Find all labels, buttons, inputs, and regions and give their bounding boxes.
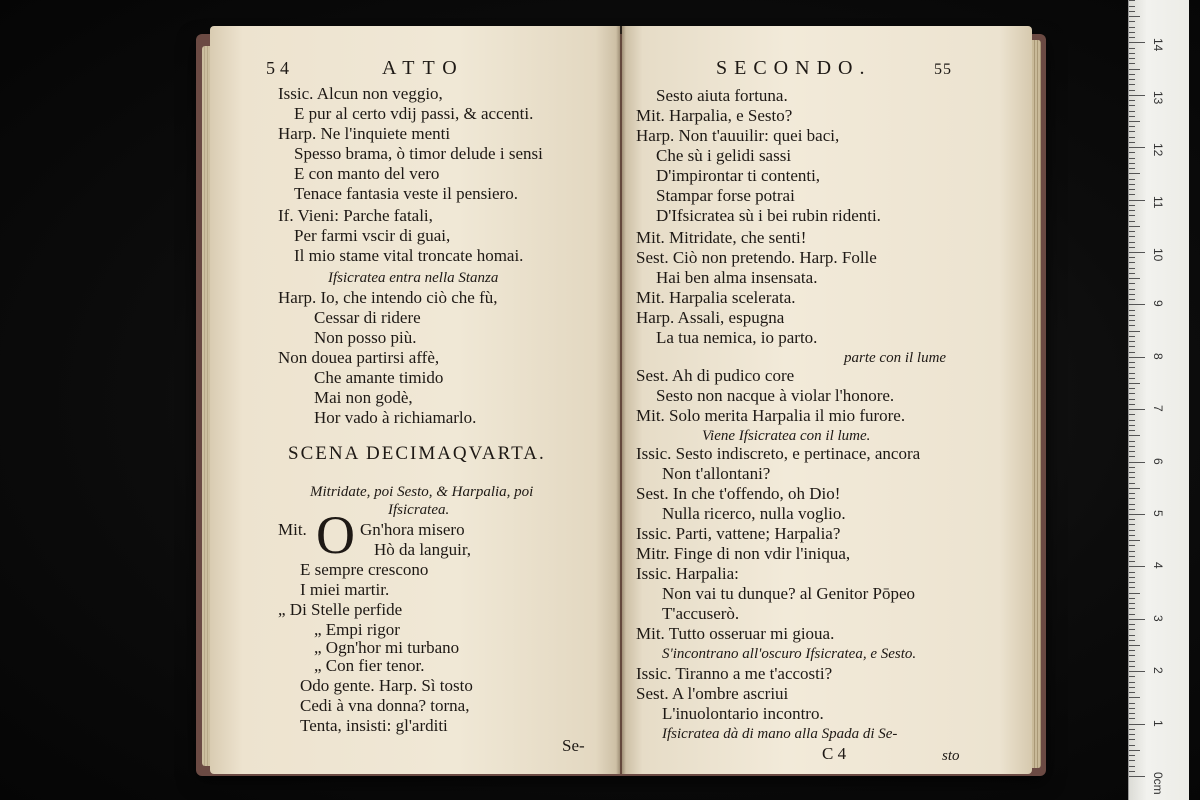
drop-cap: O <box>316 505 355 565</box>
text-line: I miei martir. <box>300 580 390 599</box>
text-line: Sest. Ah di pudico core <box>636 366 795 385</box>
ruler-tick <box>1129 498 1135 499</box>
ruler-tick <box>1129 676 1135 677</box>
ruler-tick <box>1129 16 1140 17</box>
ruler-tick <box>1129 158 1135 159</box>
text-line: D'Ifsicratea sù i bei rubin ridenti. <box>656 206 881 225</box>
ruler-tick <box>1129 545 1135 546</box>
ruler-tick <box>1129 566 1145 567</box>
ruler-tick <box>1129 687 1135 688</box>
ruler-label: 7 <box>1151 405 1165 412</box>
ruler-label: 6 <box>1151 457 1165 465</box>
scene-title: SCENA DECIMAQVARTA. <box>288 443 546 464</box>
ruler-tick <box>1129 278 1140 279</box>
text-line: Mit. Solo merita Harpalia il mio furore. <box>636 406 906 425</box>
ruler-tick <box>1129 0 1135 1</box>
ruler-tick <box>1129 530 1135 531</box>
scene-characters: Mitridate, poi Sesto, & Harpalia, poi <box>310 484 534 500</box>
text-line: Harp. Io, che intendo ciò che fù, <box>278 288 498 307</box>
ruler-tick <box>1129 53 1135 54</box>
text-line: „ Empi rigor <box>314 620 400 639</box>
catchword: Se- <box>562 736 585 755</box>
ruler-tick <box>1129 399 1135 400</box>
ruler-tick <box>1129 760 1135 761</box>
ruler-tick <box>1129 299 1135 300</box>
text-line: Hò da languir, <box>374 540 472 559</box>
ruler-tick <box>1129 729 1135 730</box>
ruler-tick <box>1129 268 1135 269</box>
ruler-label: 14 <box>1151 38 1165 52</box>
ruler-tick <box>1129 420 1135 421</box>
ruler-tick <box>1129 121 1140 122</box>
ruler-label: 1 <box>1151 719 1165 727</box>
ruler-tick <box>1129 430 1135 431</box>
text-line: Non posso più. <box>314 328 417 347</box>
ruler-tick <box>1129 414 1135 415</box>
ruler-tick <box>1129 724 1145 725</box>
ruler-tick <box>1129 682 1135 683</box>
ruler-tick <box>1129 640 1135 641</box>
text-line: Hai ben alma insensata. <box>656 268 818 287</box>
text-line: Issic. Harpalia: <box>636 564 739 583</box>
ruler-tick <box>1129 357 1145 358</box>
ruler-tick <box>1129 766 1135 767</box>
ruler-tick <box>1129 194 1135 195</box>
scene-characters: Ifsicratea. <box>388 502 450 518</box>
ruler-label: 4 <box>1151 562 1165 570</box>
ruler-tick <box>1129 221 1135 222</box>
text-line: Cessar di ridere <box>314 308 421 327</box>
ruler-tick <box>1129 257 1135 258</box>
ruler-tick <box>1129 624 1135 625</box>
ruler-tick <box>1129 236 1135 237</box>
ruler-tick <box>1129 708 1135 709</box>
text-line: Che sù i gelidi sassi <box>656 146 792 165</box>
ruler-tick <box>1129 336 1135 337</box>
text-line: Issic. Parti, vattene; Harpalia? <box>636 524 841 543</box>
text-line: Non vai tu dunque? al Genitor Pōpeo <box>662 584 916 603</box>
ruler-tick <box>1129 378 1135 379</box>
ruler-tick <box>1129 205 1135 206</box>
ruler-tick <box>1129 593 1140 594</box>
ruler-tick <box>1129 514 1145 515</box>
ruler-tick <box>1129 215 1135 216</box>
ruler-tick <box>1129 231 1135 232</box>
speaker-label: Mit. <box>278 520 307 539</box>
ruler-tick <box>1129 163 1135 164</box>
text-line: Sest. Ciò non pretendo. Harp. Folle <box>636 248 877 267</box>
left-page <box>210 26 620 774</box>
ruler-tick <box>1129 493 1135 494</box>
ruler-tick <box>1129 619 1145 620</box>
text-line: If. Vieni: Parche fatali, <box>278 206 433 225</box>
ruler-tick <box>1129 388 1135 389</box>
ruler-tick <box>1129 11 1135 12</box>
ruler-tick <box>1129 325 1135 326</box>
ruler-tick <box>1129 666 1135 667</box>
text-line: Sesto aiuta fortuna. <box>656 86 788 105</box>
catchword: sto <box>942 748 960 764</box>
text-line: Per farmi vscir di guai, <box>294 226 451 245</box>
stage-direction: Ifsicratea dà di mano alla Spada di Se- <box>662 726 898 742</box>
ruler-tick <box>1129 776 1145 777</box>
text-line: Harp. Non t'auuilir: quei baci, <box>636 126 840 145</box>
ruler-tick <box>1129 210 1135 211</box>
ruler-tick <box>1129 315 1135 316</box>
ruler-tick <box>1129 289 1135 290</box>
ruler-tick <box>1129 74 1135 75</box>
text-line: Non douea partirsi affè, <box>278 348 440 367</box>
ruler-tick <box>1129 535 1135 536</box>
text-line: Stampar forse potrai <box>656 186 795 205</box>
ruler-tick <box>1129 477 1135 478</box>
text-line: T'accuserò. <box>662 604 740 623</box>
ruler-tick <box>1129 713 1135 714</box>
ruler-tick <box>1129 84 1135 85</box>
ruler-tick <box>1129 95 1145 96</box>
ruler-tick <box>1129 184 1135 185</box>
ruler-tick <box>1129 614 1135 615</box>
ruler-tick <box>1129 750 1140 751</box>
text-line: Harp. Assali, espugna <box>636 308 785 327</box>
right-page <box>622 26 1032 774</box>
text-line: Mai non godè, <box>314 388 413 407</box>
text-line: Sesto non nacque à violar l'honore. <box>656 386 895 405</box>
ruler-tick <box>1129 242 1135 243</box>
ruler-tick <box>1129 383 1140 384</box>
ruler-tick <box>1129 697 1140 698</box>
ruler-label: 13 <box>1151 90 1165 105</box>
ruler-tick <box>1129 409 1145 410</box>
text-line: Mit. Harpalia, e Sesto? <box>636 106 793 125</box>
ruler-label: 8 <box>1151 352 1165 360</box>
ruler-tick <box>1129 755 1135 756</box>
ruler-tick <box>1129 247 1135 248</box>
ruler-tick <box>1129 598 1135 599</box>
ruler-tick <box>1129 472 1135 473</box>
text-line: Mit. Tutto osseruar mi gioua. <box>636 624 835 643</box>
ruler-tick <box>1129 168 1135 169</box>
ruler-tick <box>1129 116 1135 117</box>
ruler-tick <box>1129 451 1135 452</box>
ruler-tick <box>1129 341 1135 342</box>
ruler-tick <box>1129 331 1140 332</box>
page-edges-right <box>1032 40 1041 768</box>
ruler-tick <box>1129 608 1135 609</box>
ruler-label: 2 <box>1151 667 1165 674</box>
ruler-tick <box>1129 488 1140 489</box>
ruler-tick <box>1129 425 1135 426</box>
text-line: Spesso brama, ò timor delude i sensi <box>294 144 543 163</box>
ruler-tick <box>1129 718 1135 719</box>
text-line: Mit. Mitridate, che senti! <box>636 228 807 247</box>
ruler-tick <box>1129 404 1135 405</box>
open-book <box>196 16 1046 780</box>
ruler-tick <box>1129 179 1135 180</box>
ruler-tick <box>1129 504 1135 505</box>
text-line: Odo gente. Harp. Sì tosto <box>300 676 473 695</box>
ruler-tick <box>1129 6 1135 7</box>
ruler-label: 5 <box>1151 510 1165 517</box>
ruler-label: 3 <box>1151 614 1165 622</box>
ruler-tick <box>1129 446 1135 447</box>
ruler-tick <box>1129 137 1135 138</box>
ruler-tick <box>1129 509 1135 510</box>
ruler-tick <box>1129 63 1135 64</box>
ruler-tick <box>1129 519 1135 520</box>
ruler-tick <box>1129 587 1135 588</box>
ruler-tick <box>1129 734 1135 735</box>
ruler-tick <box>1129 346 1135 347</box>
text-line: Non t'allontani? <box>662 464 771 483</box>
ruler-tick <box>1129 21 1135 22</box>
text-line: Che amante timido <box>314 368 444 387</box>
text-line: Mit. Harpalia scelerata. <box>636 288 796 307</box>
ruler-tick <box>1129 603 1135 604</box>
ruler-tick <box>1129 42 1145 43</box>
ruler-tick <box>1129 352 1135 353</box>
ruler-tick <box>1129 126 1135 127</box>
ruler-tick <box>1129 262 1135 263</box>
stage-direction: S'incontrano all'oscuro Ifsicratea, e Sesto. <box>662 646 917 662</box>
ruler-tick <box>1129 105 1135 106</box>
text-line: Issic. Alcun non veggio, <box>278 84 443 103</box>
ruler-tick <box>1129 771 1135 772</box>
ruler-tick <box>1129 551 1135 552</box>
ruler-tick <box>1129 572 1135 573</box>
ruler-tick <box>1129 283 1135 284</box>
ruler-tick <box>1129 367 1135 368</box>
ruler-tick <box>1129 661 1135 662</box>
ruler-tick <box>1129 483 1135 484</box>
ruler-tick <box>1129 111 1135 112</box>
text-line: Hor vado à richiamarlo. <box>314 408 477 427</box>
ruler-tick <box>1129 561 1135 562</box>
ruler-tick <box>1129 362 1135 363</box>
text-line: L'inuolontario incontro. <box>662 704 824 723</box>
ruler-label: 10 <box>1151 248 1165 262</box>
text-line: Sest. A l'ombre ascriui <box>636 684 789 703</box>
ruler-tick <box>1129 556 1135 557</box>
ruler-tick <box>1129 90 1135 91</box>
ruler-tick <box>1129 173 1140 174</box>
ruler-tick <box>1129 189 1135 190</box>
ruler-tick <box>1129 200 1145 201</box>
ruler-tick <box>1129 467 1135 468</box>
ruler-tick <box>1129 671 1145 672</box>
ruler-tick <box>1129 131 1135 132</box>
ruler-tick <box>1129 692 1135 693</box>
ruler-tick <box>1129 100 1135 101</box>
ruler-tick <box>1129 69 1140 70</box>
ruler-tick <box>1129 393 1135 394</box>
ruler-tick <box>1129 273 1135 274</box>
ruler-tick <box>1129 147 1145 148</box>
ruler-tick <box>1129 524 1135 525</box>
text-line: Gn'hora misero <box>360 520 465 539</box>
text-line: D'impirontar ti contenti, <box>656 166 821 185</box>
ruler-tick <box>1129 226 1140 227</box>
ruler-tick <box>1129 456 1135 457</box>
ruler-tick <box>1129 745 1135 746</box>
text-line: E pur al certo vdij passi, & accenti. <box>294 104 534 123</box>
text-line: Nulla ricerco, nulla voglio. <box>662 504 846 523</box>
ruler-label: 12 <box>1151 143 1165 157</box>
right-running-head: SECONDO. <box>716 57 872 79</box>
ruler-tick <box>1129 635 1135 636</box>
ruler-tick <box>1129 37 1135 38</box>
left-running-head: ATTO <box>382 57 465 79</box>
ruler-tick <box>1129 152 1135 153</box>
ruler-tick <box>1129 582 1135 583</box>
ruler-tick <box>1129 703 1135 704</box>
ruler-tick <box>1129 645 1140 646</box>
text-line: Mitr. Finge di non vdir l'iniqua, <box>636 544 851 563</box>
book-gutter <box>616 26 626 774</box>
left-page-number: 54 <box>266 58 294 78</box>
stage-direction: parte con il lume <box>844 350 947 366</box>
ruler-tick <box>1129 32 1135 33</box>
ruler-tick <box>1129 577 1135 578</box>
ruler-tick <box>1129 304 1145 305</box>
text-line: „ Di Stelle perfide <box>278 600 403 619</box>
ruler-tick <box>1129 373 1135 374</box>
ruler-tick <box>1129 142 1135 143</box>
text-line: Cedi à vna donna? torna, <box>300 696 470 715</box>
ruler-tick <box>1129 655 1135 656</box>
ruler-tick <box>1129 294 1135 295</box>
text-line: Issic. Tiranno a me t'accosti? <box>636 664 833 683</box>
ruler-tick <box>1129 650 1135 651</box>
right-page-number: 55 <box>934 61 952 78</box>
text-line: E sempre crescono <box>300 560 429 579</box>
text-line: E con manto del vero <box>294 164 440 183</box>
ruler-tick <box>1129 27 1135 28</box>
text-line: Issic. Sesto indiscreto, e pertinace, ancora <box>636 444 921 463</box>
ruler-tick <box>1129 79 1135 80</box>
ruler-tick <box>1129 320 1135 321</box>
signature-mark: C 4 <box>822 744 847 763</box>
ruler-label: 11 <box>1151 195 1165 209</box>
stage-direction: Viene Ifsicratea con il lume. <box>702 428 871 444</box>
ruler-tick <box>1129 441 1135 442</box>
ruler-tick <box>1129 540 1140 541</box>
text-line: Tenace fantasia veste il pensiero. <box>294 184 518 203</box>
text-line: „ Ogn'hor mi turbano <box>314 638 460 657</box>
ruler-tick <box>1129 739 1135 740</box>
measurement-ruler <box>1128 0 1189 800</box>
text-line: La tua nemica, io parto. <box>656 328 818 347</box>
ruler-tick <box>1129 252 1145 253</box>
text-line: Il mio stame vital troncate homai. <box>294 246 524 265</box>
ruler-tick <box>1129 48 1135 49</box>
ruler-tick <box>1129 435 1140 436</box>
ruler-tick <box>1129 58 1135 59</box>
ruler-tick <box>1129 462 1145 463</box>
text-line: Sest. In che t'offendo, oh Dio! <box>636 484 841 503</box>
stage-direction: Ifsicratea entra nella Stanza <box>328 270 499 286</box>
text-line: Harp. Ne l'inquiete menti <box>278 124 451 143</box>
ruler-label: 9 <box>1151 300 1165 308</box>
ruler-tick <box>1129 310 1135 311</box>
text-line: „ Con fier tenor. <box>314 656 425 675</box>
ruler-label: 0cm <box>1151 772 1165 795</box>
ruler-tick <box>1129 629 1135 630</box>
text-line: Tenta, insisti: gl'arditi <box>300 716 448 735</box>
